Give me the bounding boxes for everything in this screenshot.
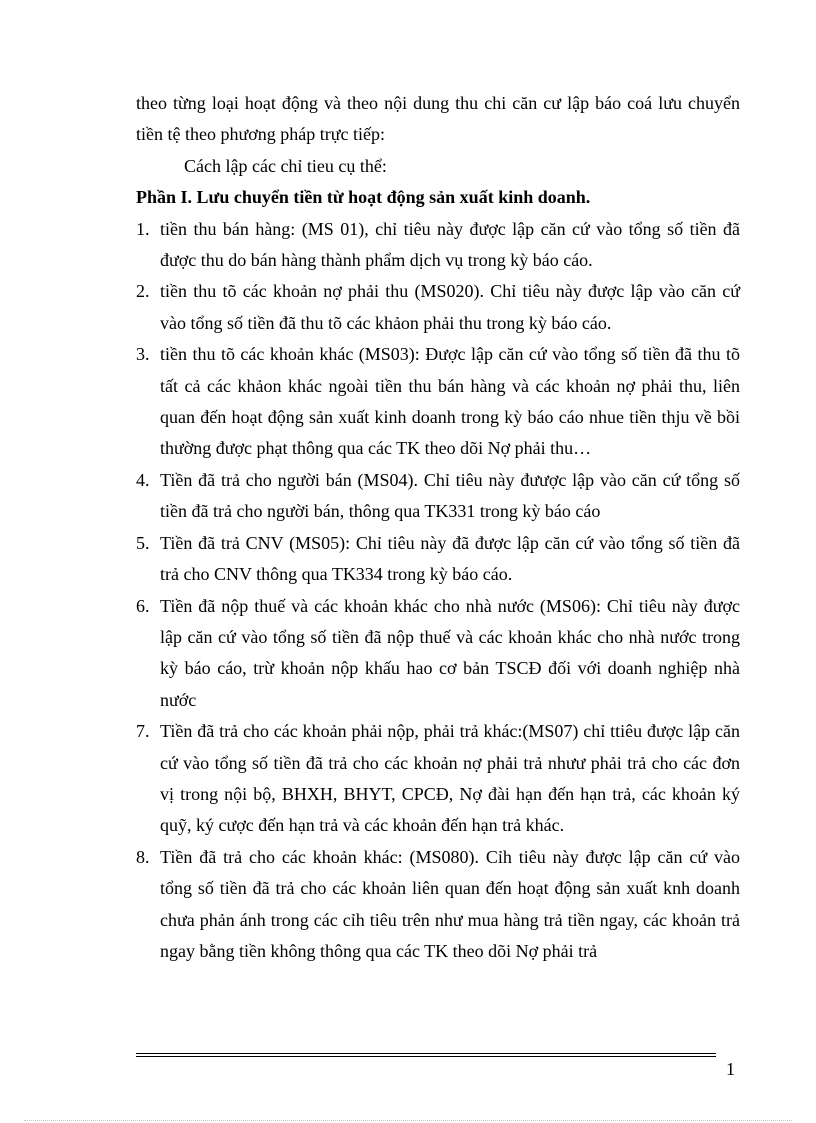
method-paragraph: Cách lập các chỉ tieu cụ thể: — [184, 155, 387, 176]
page-bottom-border — [24, 1120, 792, 1121]
section-heading: Phần I. Lưu chuyển tiền từ hoạt động sản xuất kinh doanh. — [136, 187, 591, 208]
item-text: Tiền đã nộp thuế và các khoản khác cho nhà nước (MS06): Chỉ tiêu này được lập căn cứ vào tổng số tiền đã nộp thuế và các khoản khác cho nhà nước trong kỳ báo cáo, trừ khoản nộp khấu hao cơ bản TSCĐ đối với doanh nghiệp nhà nước — [160, 595, 740, 710]
item-text: Tiền đã trả cho các khoản khác: (MS080). Cỉh tiêu này được lập căn cứ vào tổng số tiền đã trả cho các khoản liên quan đến hoạt động sản xuất knh doanh chưa phản ánh trong các cỉh tiêu trên như mua hàng trả tiền ngay, các khoản trả ngay bằng tiền không thông qua các TK theo dõi Nợ phải trả — [160, 846, 740, 961]
item-text: tiền thu bán hàng: (MS 01), chỉ tiêu này được lập căn cứ vào tổng số tiền đã được thu do bán hàng thành phẩm dịch vụ trong kỳ báo cáo. — [160, 218, 740, 271]
item-text: tiền thu tõ các khoản khác (MS03): Được lập căn cứ vào tổng số tiền đã thu tõ tất cả các khảon khác ngoài tiền thu bán hàng và các khoản nợ phải thu, liên quan đến hoạt động sản xuất kinh doanh trong kỳ báo cáo nhue tiền thju về bồi thường được phạt thông qua các TK theo dõi Nợ phải thu… — [160, 344, 740, 459]
list-item — [136, 528, 740, 591]
item-list — [136, 214, 740, 968]
item-text: tiền thu tõ các khoản nợ phải thu (MS020). Chỉ tiêu này được lập vào căn cứ vào tổng số tiền đã thu tõ các khảon phải thu trong kỳ báo cáo. — [160, 281, 740, 333]
item-text: Tiền đã trả CNV (MS05): Chỉ tiêu này đã được lập căn cứ vào tổng số tiền đã trả cho CNV thông qua TK334 trong kỳ báo cáo. — [160, 532, 740, 585]
list-item — [136, 339, 740, 465]
page-number: 1 — [726, 1059, 735, 1079]
list-item — [136, 214, 740, 277]
item-number: 6. — [136, 595, 150, 616]
list-item — [136, 842, 740, 968]
list-item — [136, 276, 740, 339]
item-number: 1. — [136, 218, 150, 239]
page-content — [136, 88, 740, 967]
item-number: 2. — [136, 281, 150, 302]
item-text: Tiền đã trả cho người bán (MS04). Chỉ tiêu này đưược lập vào căn cứ tổng số tiền đã trả cho người bán, thông qua TK331 trong kỳ báo cáo — [160, 469, 740, 522]
item-number: 8. — [136, 846, 150, 867]
item-number: 4. — [136, 469, 150, 490]
list-item — [136, 465, 740, 528]
list-item — [136, 591, 740, 717]
item-number: 3. — [136, 344, 150, 365]
item-number: 5. — [136, 532, 150, 553]
footer-divider — [136, 1053, 716, 1057]
item-number: 7. — [136, 721, 150, 742]
list-item — [136, 716, 740, 842]
intro-paragraph: theo từng loại hoạt động và theo nội dung thu chi căn cư lập báo coá lưu chuyển tiền tệ theo phương pháp trực tiếp: — [136, 93, 740, 145]
item-text: Tiền đã trả cho các khoản phải nộp, phải trả khác:(MS07) chỉ ttiêu được lập căn cứ vào tổng số tiền đã trả cho các khoản nợ phải trả nhưư phải trả cho các đơn vị trong nội bộ, BHXH, BHYT, CPCĐ, Nợ đài hạn đến hạn trả, các khoản ký quỹ, ký cược đến hạn trả và các khoản đến hạn trả khác. — [160, 721, 740, 836]
